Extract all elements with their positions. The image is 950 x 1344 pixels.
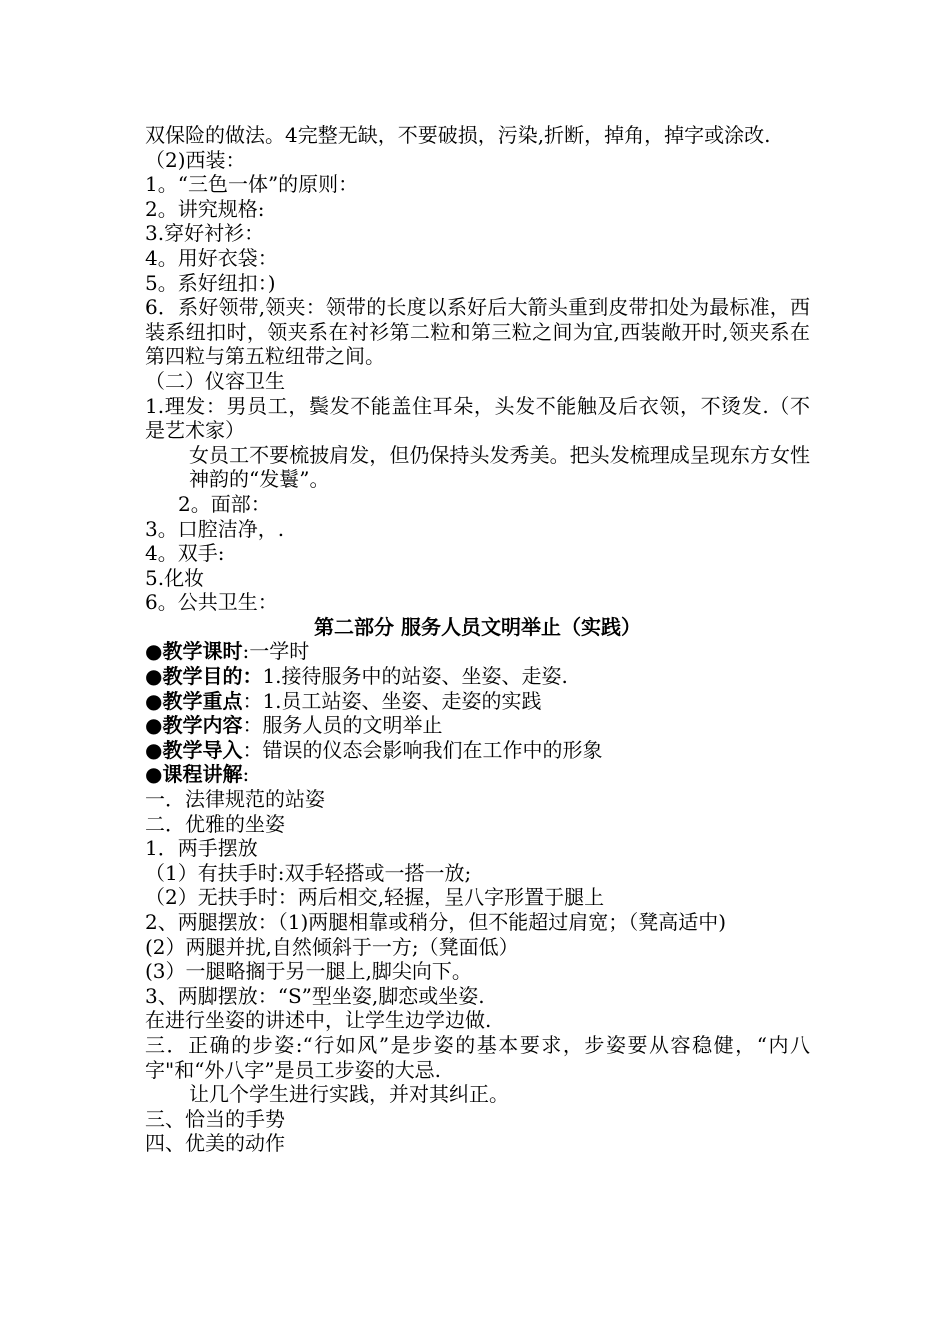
suit-item-6: 6．系好领带,领夹：领带的长度以系好后大箭头重到皮带扣处为最标准，西装系纽扣时，领夹系在衬衫第二粒和第三粒之间为宜,西装敞开时,领夹系在第四粒与第五粒纽带之间。 — [145, 295, 810, 369]
suit-item-5: 5。系好纽扣：) — [145, 270, 276, 295]
bullet-teaching-content — [145, 713, 810, 738]
grooming-item-face: 2。面部： — [178, 491, 271, 516]
sitting-hands: 1．两手摆放 — [145, 836, 258, 861]
paragraph-guarantee: 双保险的做法。4完整无缺，不要破损，污染,折断，掉角，掉字或涂改. — [145, 123, 771, 147]
bullet-label: ●课程讲解 — [145, 762, 243, 787]
topic-sitting: 二．优雅的坐姿 — [145, 811, 285, 836]
sitting-hands-armrest: （1）有扶手时:双手轻搭或一搭一放; — [145, 860, 472, 885]
sitting-feet: 3、两脚摆放：“S”型坐姿,脚恋或坐姿. — [145, 983, 485, 1008]
heading-grooming: （二）仪容卫生 — [145, 368, 285, 393]
bullet-label: ●教学重点 — [145, 688, 243, 713]
suit-item-3: 3.穿好衬衫： — [145, 221, 265, 246]
suit-item-4: 4。用好衣袋： — [145, 245, 278, 270]
grooming-item-public-hygiene: 6。公共卫生： — [145, 590, 278, 615]
topic-standing: 一．法律规范的站姿 — [145, 787, 325, 812]
grooming-item-makeup: 5.化妆 — [145, 565, 205, 590]
bullet-text: ：服务人员的文明举止 — [242, 713, 443, 738]
bullet-label: ●教学目的： — [145, 664, 263, 689]
topic-walking: 三．正确的步姿:“行如风”是步姿的基本要求，步姿要从容稳健，“内八字"和“外八字”是员工步姿的大忌. — [145, 1032, 810, 1082]
heading-suit: （2)西装： — [145, 147, 246, 172]
bullet-text: :一学时 — [242, 639, 310, 664]
grooming-item-haircut: 1.理发：男员工，鬓发不能盖住耳朵，头发不能触及后衣领，不烫发.（不是艺术家） — [145, 393, 810, 443]
bullet-text: : — [242, 762, 250, 787]
bullet-label: ●教学导入 — [145, 737, 243, 762]
suit-item-2: 2。讲究规格: — [145, 196, 265, 221]
bullet-class-hours — [145, 639, 810, 664]
bullet-teaching-intro — [145, 738, 810, 763]
section-title: 第二部分 服务人员文明举止（实践） — [314, 614, 641, 639]
bullet-teaching-goal — [145, 664, 810, 689]
topic-gestures: 三、恰当的手势 — [145, 1106, 285, 1131]
grooming-item-hands: 4。双手: — [145, 541, 225, 566]
sitting-hands-no-armrest: （2）无扶手时：两后相交,轻握，呈八字形置于腿上 — [145, 885, 605, 910]
grooming-item-mouth: 3。口腔洁净，. — [145, 516, 285, 541]
document-body — [145, 123, 810, 1156]
topic-movements: 四、优美的动作 — [145, 1131, 285, 1156]
bullet-lecture — [145, 762, 810, 787]
sitting-legs: 2、两腿摆放：（1)两腿相靠或稍分，但不能超过肩宽；（凳高适中) — [145, 910, 727, 934]
bullet-text: ：错误的仪态会影响我们在工作中的形象 — [242, 737, 603, 762]
grooming-female-hair: 女员工不要梳披肩发，但仍保持头发秀美。把头发梳理成呈现东方女性神韵的“发鬟”。 — [189, 442, 810, 492]
sitting-practice-note: 在进行坐姿的讲述中，让学生边学边做. — [145, 1008, 492, 1033]
bullet-label: ●教学内容 — [145, 713, 243, 738]
walking-practice-note: 让几个学生进行实践，并对其纠正。 — [189, 1082, 509, 1107]
sitting-legs-2: (2）两腿并扰,自然倾斜于一方;（凳面低） — [145, 934, 519, 959]
sitting-legs-3: (3）一腿略搁于另一腿上,脚尖向下。 — [145, 959, 472, 984]
suit-item-1: 1。“三色一体”的原则： — [145, 172, 359, 197]
bullet-label: ●教学课时 — [145, 639, 243, 664]
bullet-text: 1.接待服务中的站姿、坐姿、走姿. — [262, 664, 568, 689]
bullet-teaching-focus — [145, 689, 810, 714]
bullet-text: ：1.员工站姿、坐姿、走姿的实践 — [242, 688, 542, 713]
